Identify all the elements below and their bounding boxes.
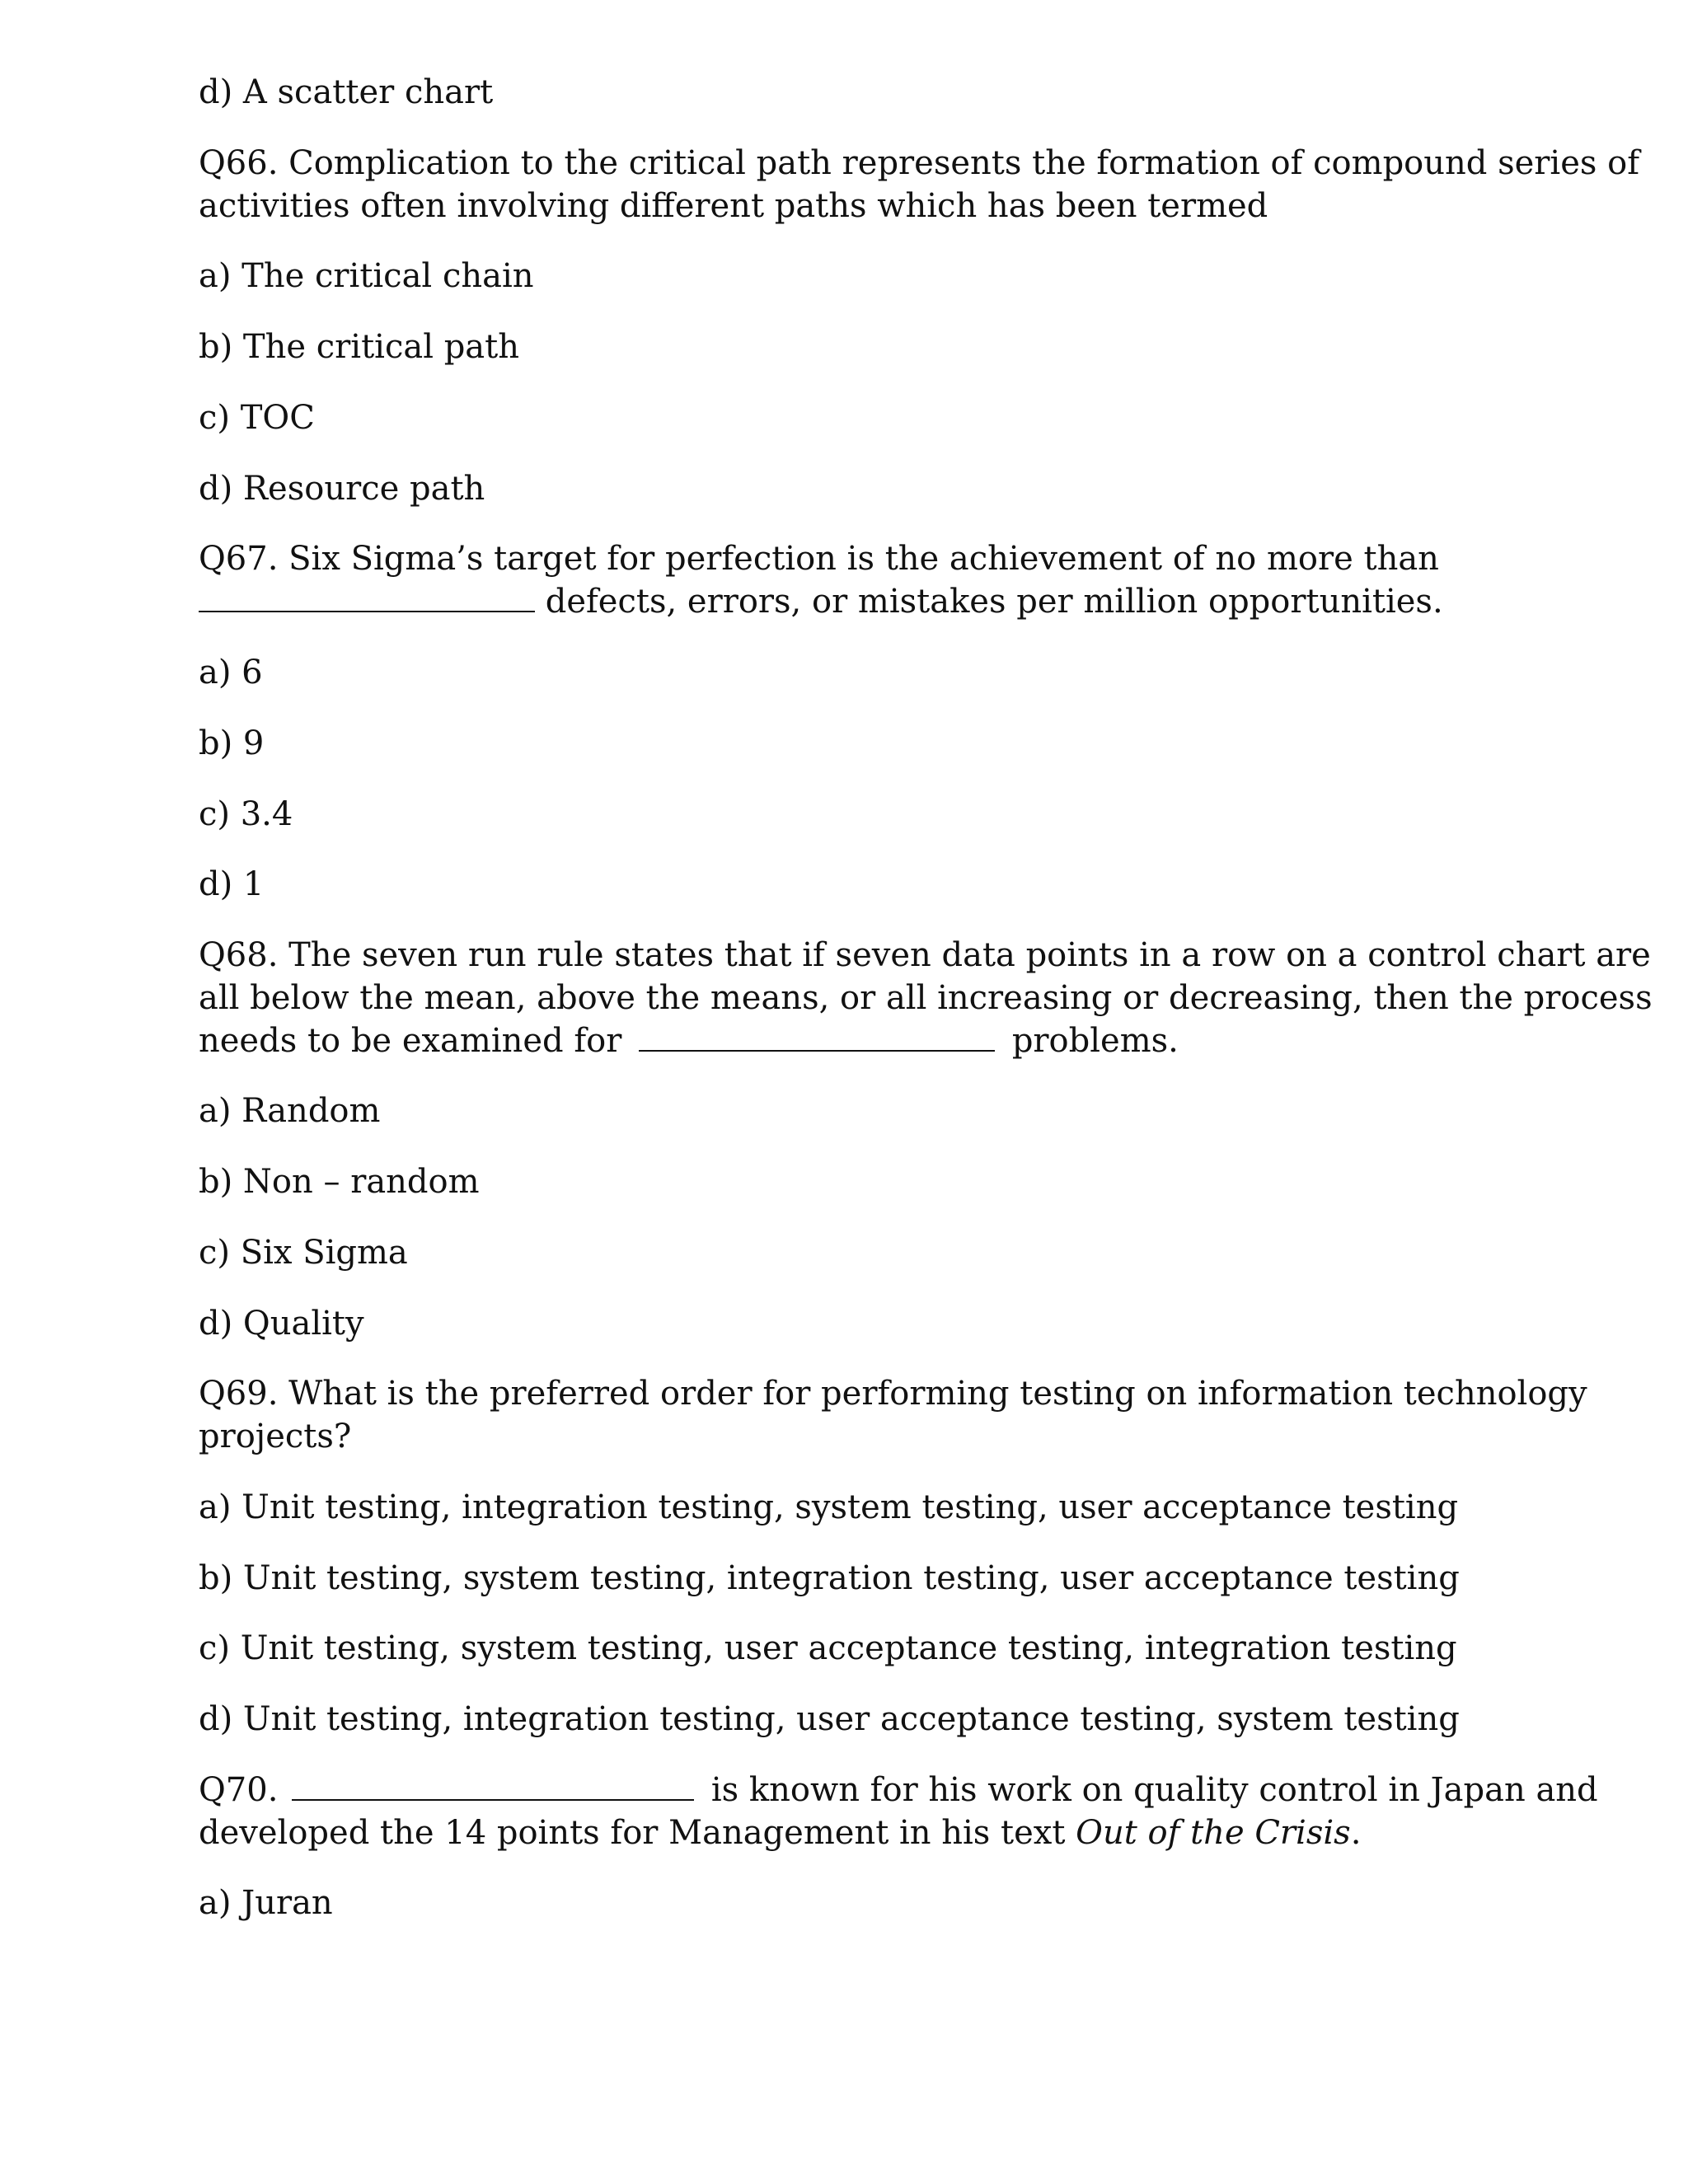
q67-option-c: c) 3.4 (199, 795, 293, 833)
q70-text-line-2 (199, 1811, 1361, 1854)
q70-text-line-1 (199, 1769, 1598, 1811)
q68-text-line-3-end: problems. (1011, 1022, 1179, 1060)
q68-text-line-1: Q68. The seven run rule states that if seven data points in a row on a control chart are (199, 936, 1651, 974)
q68-answer-blank (639, 1020, 995, 1052)
q70-answer-blank (292, 1769, 694, 1801)
q67-text-line-2-rest: defects, errors, or mistakes per million opportunities. (545, 583, 1443, 621)
q68-option-d: d) Quality (199, 1305, 364, 1343)
q70-text-line-2-start: developed the 14 points for Management in his text (199, 1814, 1066, 1852)
q66-option-b: b) The critical path (199, 328, 519, 366)
q66-text-line-1: Q66. Complication to the critical path represents the formation of compound series of (199, 144, 1640, 182)
q68-text-line-2: all below the mean, above the means, or all increasing or decreasing, then the process (199, 979, 1653, 1017)
q70-text-line-2-end: . (1350, 1814, 1362, 1852)
q68-option-c: c) Six Sigma (199, 1234, 408, 1272)
q67-option-b: b) 9 (199, 724, 265, 762)
q67-option-a: a) 6 (199, 654, 263, 691)
q68-text-line-3 (199, 1019, 1179, 1062)
q69-option-d: d) Unit testing, integration testing, user acceptance testing, system testing (199, 1700, 1460, 1738)
q66-option-a: a) The critical chain (199, 257, 534, 295)
q67-text-line-2 (199, 580, 1443, 623)
q66-text-line-2: activities often involving different paths which has been termed (199, 187, 1268, 225)
q69-text-line-2: projects? (199, 1418, 352, 1455)
q70-book-title: Out of the Crisis (1076, 1814, 1351, 1852)
q67-option-d: d) 1 (199, 865, 265, 903)
q68-text-line-3-start: needs to be examined for (199, 1022, 622, 1060)
q70-text-line-1-rest: is known for his work on quality control in Japan and (710, 1771, 1598, 1809)
q69-option-c: c) Unit testing, system testing, user acceptance testing, integration testing (199, 1629, 1457, 1667)
q67-answer-blank (199, 581, 535, 612)
q68-option-b: b) Non – random (199, 1163, 480, 1201)
q66-option-c: c) TOC (199, 399, 315, 437)
q69-option-a: a) Unit testing, integration testing, system testing, user acceptance testing (199, 1488, 1459, 1526)
q66-option-d: d) Resource path (199, 470, 485, 508)
q70-number: Q70. (199, 1771, 279, 1809)
q70-option-a: a) Juran (199, 1884, 333, 1922)
q69-text-line-1: Q69. What is the preferred order for performing testing on information technology (199, 1375, 1587, 1413)
q68-option-a: a) Random (199, 1092, 381, 1130)
prev-option-d: d) A scatter chart (199, 73, 494, 111)
q69-option-b: b) Unit testing, system testing, integration testing, user acceptance testing (199, 1559, 1460, 1597)
q67-text-line-1: Q67. Six Sigma’s target for perfection is the achievement of no more than (199, 540, 1439, 578)
